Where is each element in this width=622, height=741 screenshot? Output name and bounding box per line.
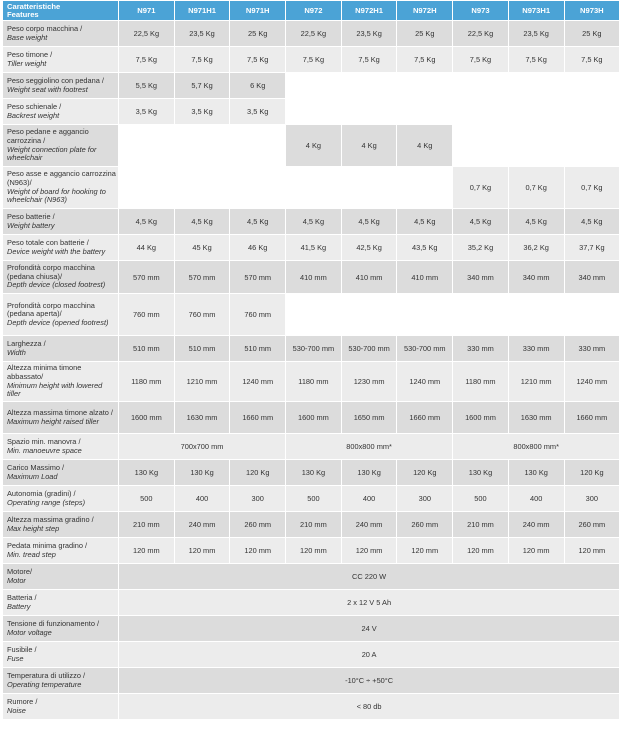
feature-label-it: Peso asse e aggancio carrozzina (N963)/ <box>7 169 116 187</box>
feature-label <box>3 209 119 235</box>
value-cell: 7,5 Kg <box>119 47 175 73</box>
model-header-n973h1: N973H1 <box>508 1 564 21</box>
value-cell: 6 Kg <box>230 73 286 99</box>
value-cell: 130 Kg <box>174 460 230 486</box>
feature-label-en: Maximum height raised tiller <box>7 416 100 426</box>
value-cell: 22,5 Kg <box>286 21 342 47</box>
feature-label <box>3 402 119 434</box>
value-cell: 530-700 mm <box>341 336 397 362</box>
value-cell: 400 <box>341 486 397 512</box>
feature-label-en: Minimum height with lowered tiller <box>7 380 103 399</box>
value-cell: 510 mm <box>119 336 175 362</box>
model-header-n971: N971 <box>119 1 175 21</box>
table-row <box>3 209 620 235</box>
value-cell: 410 mm <box>341 261 397 294</box>
feature-label <box>3 564 119 590</box>
feature-label-it: Peso batterie / <box>7 211 55 221</box>
value-cell <box>453 99 509 125</box>
table-row <box>3 99 620 125</box>
feature-label <box>3 261 119 294</box>
value-cell: 4,5 Kg <box>453 209 509 235</box>
feature-label-en: Fuse <box>7 653 24 663</box>
value-cell <box>397 99 453 125</box>
value-cell <box>508 125 564 167</box>
feature-label-it: Altezza massima gradino / <box>7 514 94 524</box>
feature-label-en: Weight battery <box>7 220 55 230</box>
value-cell: 7,5 Kg <box>286 47 342 73</box>
value-cell: 7,5 Kg <box>564 47 620 73</box>
table-row <box>3 294 620 336</box>
feature-label <box>3 125 119 167</box>
value-cell <box>286 99 342 125</box>
value-cell: 1650 mm <box>341 402 397 434</box>
merged-value-cell: 800x800 mm* <box>453 434 620 460</box>
value-cell: 300 <box>564 486 620 512</box>
value-cell: 120 mm <box>564 538 620 564</box>
feature-label-it: Autonomia (gradini) / <box>7 488 76 498</box>
value-cell: 1210 mm <box>174 362 230 402</box>
feature-label-en: Tiller weight <box>7 58 47 68</box>
model-header-n971h: N971H <box>230 1 286 21</box>
feature-label <box>3 294 119 336</box>
model-header-n972h: N972H <box>397 1 453 21</box>
feature-label <box>3 99 119 125</box>
feature-label-en: Width <box>7 347 26 357</box>
feature-label-en: Base weight <box>7 32 48 42</box>
table-row <box>3 642 620 668</box>
value-cell <box>397 294 453 336</box>
value-cell: 4 Kg <box>286 125 342 167</box>
feature-label-it: Batteria / <box>7 592 37 602</box>
value-cell: 120 Kg <box>230 460 286 486</box>
value-cell: 120 mm <box>119 538 175 564</box>
value-cell: 0,7 Kg <box>453 167 509 209</box>
value-cell: 4,5 Kg <box>119 209 175 235</box>
merged-value-cell: 2 x 12 V 5 Ah <box>119 590 620 616</box>
table-row <box>3 21 620 47</box>
feature-label-en: Maximum Load <box>7 471 58 481</box>
value-cell: 260 mm <box>397 512 453 538</box>
value-cell: 25 Kg <box>230 21 286 47</box>
table-row <box>3 538 620 564</box>
feature-label-it: Peso schienale / <box>7 101 62 111</box>
value-cell <box>230 125 286 167</box>
value-cell: 22,5 Kg <box>119 21 175 47</box>
value-cell: 0,7 Kg <box>564 167 620 209</box>
features-header-it: Caratteristiche <box>7 1 61 11</box>
value-cell: 23,5 Kg <box>174 21 230 47</box>
feature-label <box>3 460 119 486</box>
feature-label <box>3 668 119 694</box>
value-cell: 4,5 Kg <box>286 209 342 235</box>
value-cell: 1600 mm <box>453 402 509 434</box>
value-cell <box>453 73 509 99</box>
value-cell: 570 mm <box>119 261 175 294</box>
merged-value-cell: 20 A <box>119 642 620 668</box>
table-row <box>3 261 620 294</box>
value-cell: 570 mm <box>174 261 230 294</box>
value-cell: 120 mm <box>286 538 342 564</box>
feature-label-en: Max height step <box>7 523 60 533</box>
merged-value-cell: 24 V <box>119 616 620 642</box>
value-cell: 120 mm <box>453 538 509 564</box>
value-cell: 1660 mm <box>230 402 286 434</box>
value-cell: 120 mm <box>397 538 453 564</box>
value-cell: 120 Kg <box>397 460 453 486</box>
value-cell: 120 mm <box>230 538 286 564</box>
value-cell: 510 mm <box>174 336 230 362</box>
value-cell: 1180 mm <box>286 362 342 402</box>
value-cell: 7,5 Kg <box>453 47 509 73</box>
value-cell: 240 mm <box>174 512 230 538</box>
value-cell: 130 Kg <box>508 460 564 486</box>
value-cell: 3,5 Kg <box>119 99 175 125</box>
value-cell: 130 Kg <box>453 460 509 486</box>
features-header-en: Features <box>7 9 39 19</box>
value-cell: 4,5 Kg <box>564 209 620 235</box>
feature-label-it: Profondità corpo macchina (pedana chiusa)/ <box>7 263 95 281</box>
value-cell <box>341 167 397 209</box>
feature-label-en: Backrest weight <box>7 110 60 120</box>
feature-label-it: Carico Massimo / <box>7 462 65 472</box>
feature-label-it: Altezza minima timone abbassato/ <box>7 363 82 381</box>
feature-label <box>3 21 119 47</box>
value-cell: 1210 mm <box>508 362 564 402</box>
feature-label <box>3 434 119 460</box>
value-cell: 23,5 Kg <box>508 21 564 47</box>
value-cell <box>174 125 230 167</box>
value-cell: 7,5 Kg <box>508 47 564 73</box>
feature-label-it: Spazio min. manovra / <box>7 436 81 446</box>
feature-label <box>3 73 119 99</box>
value-cell: 1180 mm <box>453 362 509 402</box>
value-cell <box>174 167 230 209</box>
spec-table <box>2 0 620 720</box>
model-header-n973h: N973H <box>564 1 620 21</box>
feature-label-it: Rumore / <box>7 696 38 706</box>
feature-label-it: Temperatura di utilizzo / <box>7 670 86 680</box>
value-cell: 530-700 mm <box>286 336 342 362</box>
value-cell: 1600 mm <box>119 402 175 434</box>
value-cell: 410 mm <box>397 261 453 294</box>
table-row <box>3 47 620 73</box>
feature-label-it: Peso seggiolino con pedana / <box>7 75 104 85</box>
feature-label-it: Motore/ <box>7 566 33 576</box>
feature-label-en: Noise <box>7 705 26 715</box>
value-cell: 4 Kg <box>397 125 453 167</box>
table-row <box>3 460 620 486</box>
feature-label-it: Peso corpo macchina / <box>7 23 83 33</box>
value-cell <box>286 73 342 99</box>
table-row <box>3 694 620 720</box>
feature-label-en: Device weight with the battery <box>7 246 106 256</box>
value-cell <box>230 167 286 209</box>
feature-label-it: Fusibile / <box>7 644 37 654</box>
feature-label-it: Altezza massima timone alzato / <box>7 407 113 417</box>
value-cell: 210 mm <box>453 512 509 538</box>
value-cell: 500 <box>119 486 175 512</box>
feature-label-it: Peso timone / <box>7 49 53 59</box>
feature-label-en: Depth device (closed footrest) <box>7 280 106 290</box>
value-cell: 500 <box>453 486 509 512</box>
value-cell: 240 mm <box>341 512 397 538</box>
value-cell: 130 Kg <box>119 460 175 486</box>
value-cell <box>508 294 564 336</box>
value-cell <box>397 167 453 209</box>
value-cell <box>397 73 453 99</box>
value-cell: 4,5 Kg <box>230 209 286 235</box>
value-cell: 1240 mm <box>230 362 286 402</box>
feature-label-en: Min. manoeuvre space <box>7 445 82 455</box>
feature-label-it: Tensione di funzionamento / <box>7 618 100 628</box>
table-row <box>3 336 620 362</box>
value-cell: 300 <box>397 486 453 512</box>
table-row <box>3 486 620 512</box>
value-cell: 7,5 Kg <box>341 47 397 73</box>
feature-label-it: Peso totale con batterie / <box>7 237 89 247</box>
feature-label <box>3 616 119 642</box>
model-header-n972h1: N972H1 <box>341 1 397 21</box>
value-cell: 4,5 Kg <box>508 209 564 235</box>
value-cell: 210 mm <box>286 512 342 538</box>
value-cell: 120 mm <box>174 538 230 564</box>
value-cell: 1600 mm <box>286 402 342 434</box>
feature-label-en: Weight of board for hooking to wheelchair (N963) <box>7 186 106 205</box>
value-cell: 36,2 Kg <box>508 235 564 261</box>
value-cell <box>508 73 564 99</box>
feature-label-en: Operating range (steps) <box>7 497 86 507</box>
feature-label <box>3 336 119 362</box>
value-cell: 5,5 Kg <box>119 73 175 99</box>
value-cell: 340 mm <box>453 261 509 294</box>
value-cell: 44 Kg <box>119 235 175 261</box>
table-row <box>3 668 620 694</box>
value-cell: 7,5 Kg <box>174 47 230 73</box>
value-cell: 210 mm <box>119 512 175 538</box>
feature-label <box>3 486 119 512</box>
value-cell: 120 Kg <box>564 460 620 486</box>
header-row <box>3 1 620 21</box>
table-row <box>3 235 620 261</box>
value-cell: 530-700 mm <box>397 336 453 362</box>
feature-label <box>3 694 119 720</box>
value-cell <box>564 73 620 99</box>
feature-label-it: Profondità corpo macchina (pedana aperta)/ <box>7 300 95 319</box>
value-cell: 1630 mm <box>508 402 564 434</box>
value-cell <box>119 125 175 167</box>
value-cell: 760 mm <box>230 294 286 336</box>
feature-label <box>3 538 119 564</box>
value-cell: 41,5 Kg <box>286 235 342 261</box>
spec-table-body <box>3 21 620 720</box>
value-cell: 3,5 Kg <box>230 99 286 125</box>
value-cell: 25 Kg <box>564 21 620 47</box>
value-cell <box>341 73 397 99</box>
value-cell <box>564 125 620 167</box>
table-row <box>3 167 620 209</box>
value-cell <box>564 294 620 336</box>
value-cell <box>341 99 397 125</box>
feature-label-it: Pedata minima gradino / <box>7 540 88 550</box>
merged-value-cell: 700x700 mm <box>119 434 286 460</box>
model-header-n973: N973 <box>453 1 509 21</box>
value-cell: 330 mm <box>508 336 564 362</box>
feature-label-en: Battery <box>7 601 31 611</box>
value-cell: 7,5 Kg <box>230 47 286 73</box>
value-cell: 1630 mm <box>174 402 230 434</box>
value-cell: 330 mm <box>564 336 620 362</box>
value-cell <box>453 125 509 167</box>
value-cell: 43,5 Kg <box>397 235 453 261</box>
value-cell <box>453 294 509 336</box>
table-row <box>3 512 620 538</box>
value-cell: 760 mm <box>119 294 175 336</box>
feature-label-it: Peso pedane e aggancio carrozzina / <box>7 127 89 145</box>
feature-label-en: Motor voltage <box>7 627 52 637</box>
value-cell: 42,5 Kg <box>341 235 397 261</box>
value-cell: 23,5 Kg <box>341 21 397 47</box>
value-cell: 1180 mm <box>119 362 175 402</box>
value-cell: 37,7 Kg <box>564 235 620 261</box>
model-header-n972: N972 <box>286 1 342 21</box>
feature-label <box>3 362 119 402</box>
feature-label-it: Larghezza / <box>7 338 46 348</box>
feature-label <box>3 47 119 73</box>
value-cell: 300 <box>230 486 286 512</box>
value-cell: 0,7 Kg <box>508 167 564 209</box>
value-cell: 46 Kg <box>230 235 286 261</box>
feature-label-en: Operating temperature <box>7 679 82 689</box>
value-cell <box>119 167 175 209</box>
table-row <box>3 402 620 434</box>
value-cell: 240 mm <box>508 512 564 538</box>
value-cell: 3,5 Kg <box>174 99 230 125</box>
value-cell: 400 <box>508 486 564 512</box>
table-row <box>3 564 620 590</box>
value-cell <box>286 294 342 336</box>
feature-label <box>3 235 119 261</box>
value-cell: 5,7 Kg <box>174 73 230 99</box>
feature-label-en: Motor <box>7 575 26 585</box>
merged-value-cell: < 80 db <box>119 694 620 720</box>
table-row <box>3 616 620 642</box>
value-cell: 7,5 Kg <box>397 47 453 73</box>
feature-label <box>3 642 119 668</box>
feature-label-en: Min. tread step <box>7 549 56 559</box>
merged-value-cell: -10°C ÷ +50°C <box>119 668 620 694</box>
value-cell: 410 mm <box>286 261 342 294</box>
value-cell: 760 mm <box>174 294 230 336</box>
value-cell: 22,5 Kg <box>453 21 509 47</box>
value-cell: 340 mm <box>564 261 620 294</box>
value-cell: 340 mm <box>508 261 564 294</box>
value-cell: 330 mm <box>453 336 509 362</box>
value-cell: 1660 mm <box>564 402 620 434</box>
value-cell: 4,5 Kg <box>397 209 453 235</box>
model-header-n971h1: N971H1 <box>174 1 230 21</box>
value-cell: 120 mm <box>341 538 397 564</box>
value-cell <box>564 99 620 125</box>
feature-label <box>3 167 119 209</box>
table-row <box>3 125 620 167</box>
table-row <box>3 590 620 616</box>
feature-label-en: Weight connection plate for wheelchair <box>7 144 97 163</box>
table-row <box>3 434 620 460</box>
value-cell: 4 Kg <box>341 125 397 167</box>
value-cell: 570 mm <box>230 261 286 294</box>
value-cell: 120 mm <box>508 538 564 564</box>
table-row <box>3 73 620 99</box>
value-cell: 1240 mm <box>397 362 453 402</box>
value-cell <box>286 167 342 209</box>
features-header <box>3 1 119 21</box>
value-cell: 130 Kg <box>341 460 397 486</box>
value-cell: 35,2 Kg <box>453 235 509 261</box>
value-cell: 45 Kg <box>174 235 230 261</box>
value-cell <box>341 294 397 336</box>
value-cell: 260 mm <box>230 512 286 538</box>
feature-label <box>3 512 119 538</box>
feature-label <box>3 590 119 616</box>
feature-label-en: Weight seat with footrest <box>7 84 88 94</box>
value-cell: 4,5 Kg <box>341 209 397 235</box>
value-cell: 130 Kg <box>286 460 342 486</box>
value-cell: 400 <box>174 486 230 512</box>
value-cell: 1230 mm <box>341 362 397 402</box>
value-cell: 4,5 Kg <box>174 209 230 235</box>
merged-value-cell: 800x800 mm* <box>286 434 453 460</box>
value-cell: 510 mm <box>230 336 286 362</box>
value-cell <box>508 99 564 125</box>
value-cell: 260 mm <box>564 512 620 538</box>
merged-value-cell: CC 220 W <box>119 564 620 590</box>
value-cell: 1240 mm <box>564 362 620 402</box>
value-cell: 500 <box>286 486 342 512</box>
value-cell: 1660 mm <box>397 402 453 434</box>
table-row <box>3 362 620 402</box>
value-cell: 25 Kg <box>397 21 453 47</box>
feature-label-en: Depth device (opened footrest) <box>7 317 109 327</box>
